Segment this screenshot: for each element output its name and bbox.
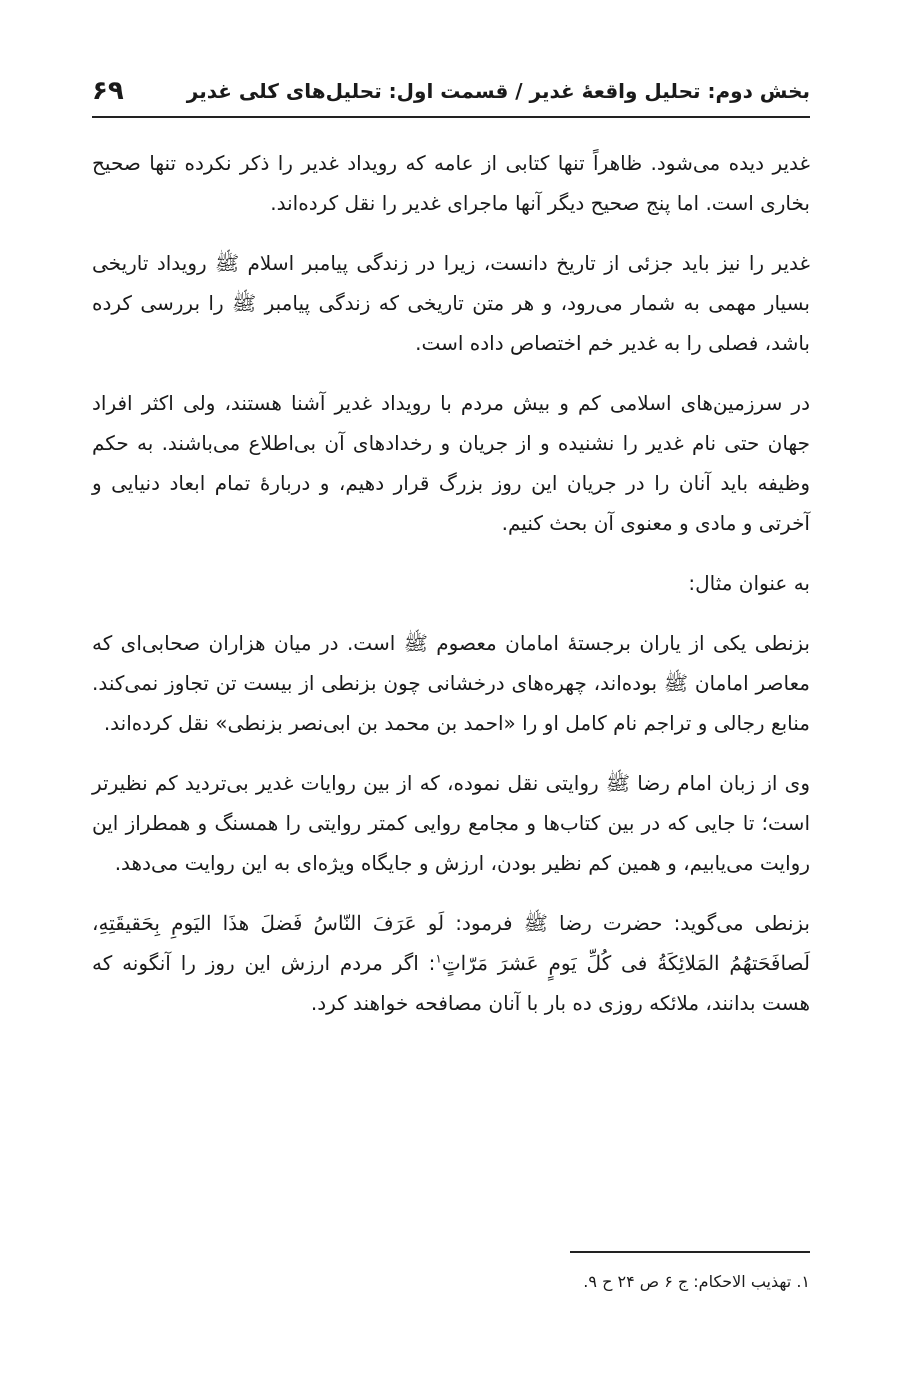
body-text bbox=[92, 143, 810, 1023]
footnote: ۱. تهذیب الاحکام: ج ۶ ص ۲۴ ح ۹. bbox=[583, 1272, 810, 1291]
footnote-divider bbox=[570, 1251, 810, 1253]
footnote-ref[interactable]: ۱ bbox=[435, 951, 442, 966]
paragraph-4: به عنوان مثال: bbox=[688, 571, 810, 595]
paragraph-7 bbox=[92, 903, 810, 1023]
page-number: ۶۹ bbox=[92, 76, 124, 106]
paragraph-6: وی از زبان امام رضا ﷺ روایتی نقل نموده، که از بین روایات غدیر بی‌تردید کم نظیرتر است؛ تا جایی که در بین کتاب‌ها و مجامع روایی کمتر روایتی را همسنگ و همطراز این روایت می‌یابیم، و همین کم نظیر بودن، ارزش و جایگاه ویژه‌ای به این روایت می‌دهد. bbox=[92, 771, 810, 875]
running-header bbox=[92, 66, 810, 118]
paragraph-7-intro: بزنطی می‌گوید: حضرت رضا ﷺ فرمود: bbox=[444, 911, 810, 935]
hadith-translation: : اگر مردم ارزش این روز را آنگونه که هست بدانند، ملائکه روزی ده بار با آنان مصافحه خواهند کرد. bbox=[92, 951, 810, 1015]
paragraph-1: غدیر دیده می‌شود. ظاهراً تنها کتابی از عامه که رویداد غدیر را ذکر نکرده تنها صحیح بخاری است. اما پنج صحیح دیگر آنها ماجرای غدیر را نقل کرده‌اند. bbox=[92, 151, 810, 215]
paragraph-2: غدیر را نیز باید جزئی از تاریخ دانست، زیرا در زندگی پیامبر اسلام ﷺ رویداد تاریخی بسیار مهمی به شمار می‌رود، و هر متن تاریخی که زندگی پیامبر ﷺ را بررسی کرده باشد، فصلی را به غدیر خم اختصاص داده است. bbox=[92, 251, 810, 355]
paragraph-3: در سرزمین‌های اسلامی کم و بیش مردم با رویداد غدیر آشنا هستند، ولی اکثر افراد جهان حتی نام غدیر را نشنیده و از جریان و رخدادهای آن بی‌اطلاع می‌باشند. به حکم وظیفه باید آنان را در جریان این روز بزرگ قرار دهیم، و دربارهٔ تمام ابعاد دنیایی و آخرتی و مادی و معنوی آن بحث کنیم. bbox=[92, 391, 810, 535]
header-title: بخش دوم: تحلیل واقعهٔ غدیر / قسمت اول: تحلیل‌های کلی غدیر bbox=[186, 79, 810, 103]
paragraph-5: بزنطی یکی از یاران برجستهٔ امامان معصوم ﷺ است. در میان هزاران صحابی‌ای که معاصر امامان ﷺ بوده‌اند، چهره‌های درخشانی چون بزنطی از بیست تن تجاوز نمی‌کند. منابع رجالی و تراجم نام کامل او را «احمد بن محمد بن ابی‌نصر بزنطی» نقل کرده‌اند. bbox=[92, 631, 810, 735]
hadith-arabic: لَو عَرَفَ النّاسُ فَضلَ هذَا الیَومِ بِحَقیقَتِهِ، لَصافَحَتهُمُ المَلائِکَةُ فی کُلِّ یَومٍ عَشرَ مَرّاتٍ bbox=[92, 911, 810, 975]
